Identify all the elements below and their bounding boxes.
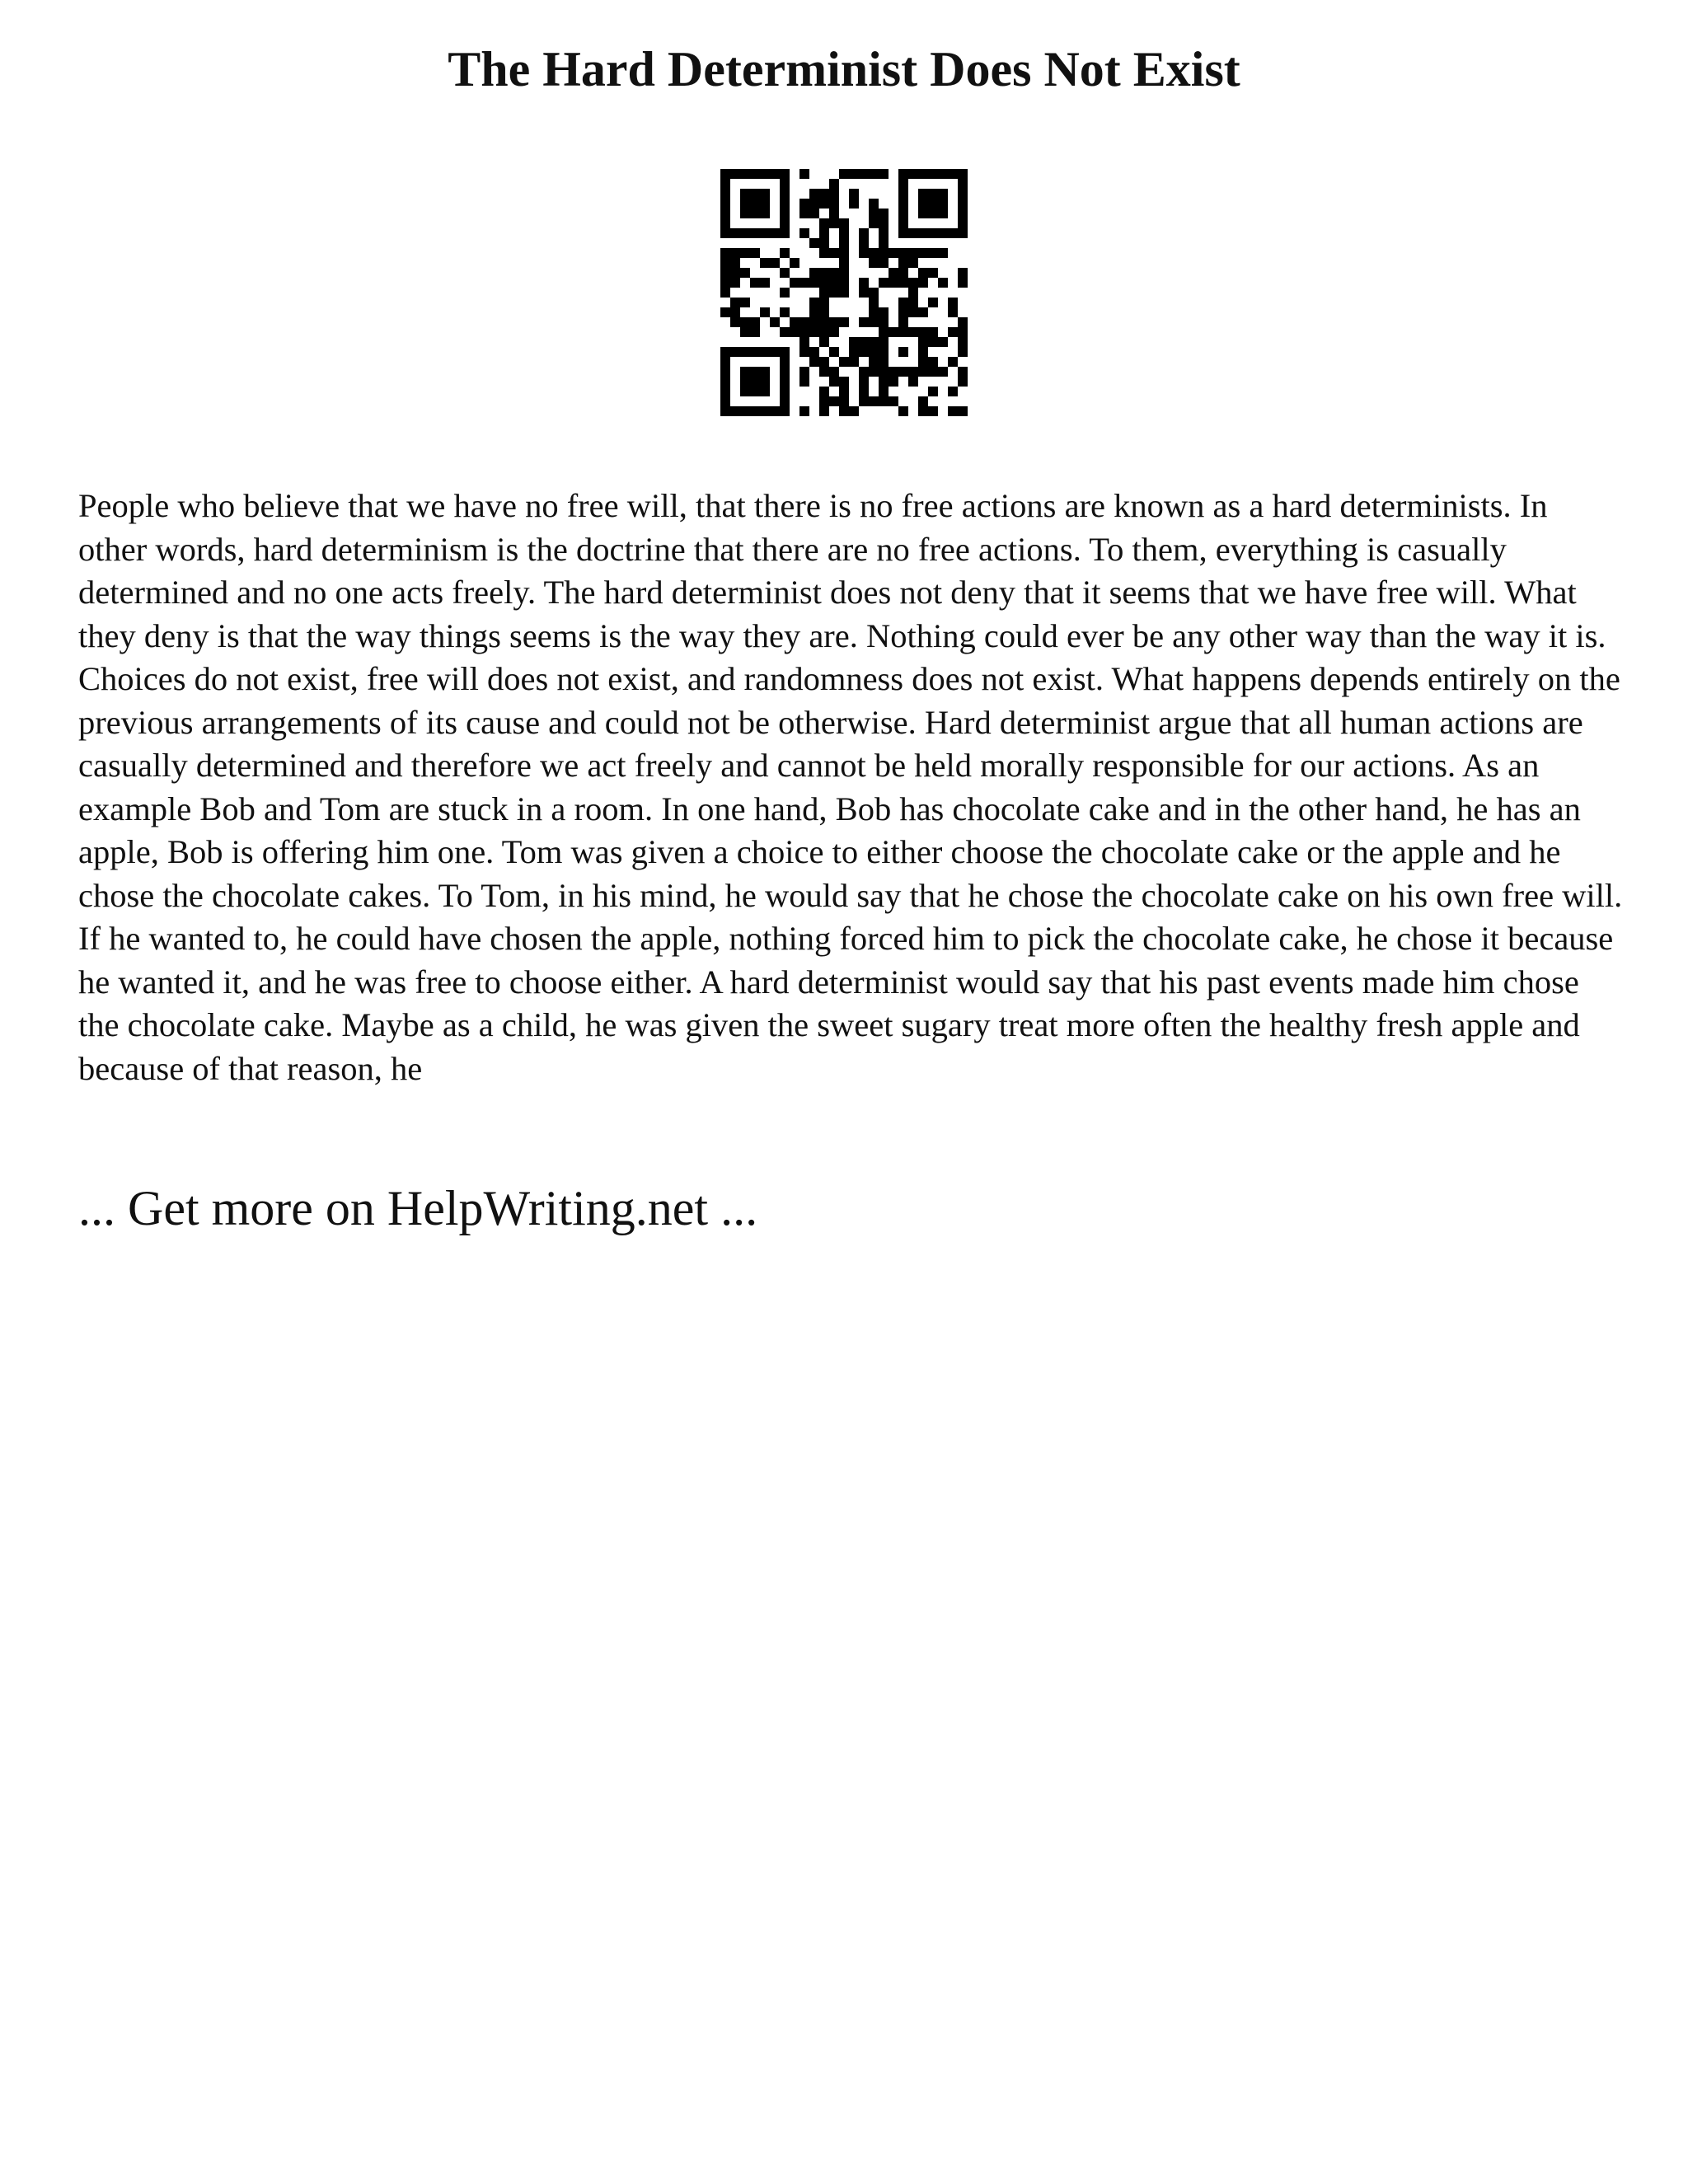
get-more-link[interactable]: ... Get more on HelpWriting.net ...: [78, 1181, 758, 1235]
document-title: The Hard Determinist Does Not Exist: [448, 42, 1240, 96]
document-body: People who believe that we have no free will, that there is no free actions are known as a hard determinists. In other words, hard determinism is the doctrine that there are no free actions. To them, everything is casually determined and no one acts freely. The hard determinist does not deny that it seems that we have free will. What they deny is that the way things seems is the way they are. Nothing could ever be any other way than the way it is. Choices do not exist, free will does not exist, and randomness does not exist. What happens depends entirely on the previous arrangements of its cause and could not be otherwise. Hard determinist argue that all human actions are casually determined and therefore we act freely and cannot be held morally responsible for our actions. As an example Bob and Tom are stuck in a room. In one hand, Bob has chocolate cake and in the other hand, he has an apple, Bob is offering him one. Tom was given a choice to either choose the chocolate cake or the apple and he chose the chocolate cakes. To Tom, in his mind, he would say that he chose the chocolate cake on his own free will. If he wanted to, he could have chosen the apple, nothing forced him to pick the chocolate cake, he chose it because he wanted it, and he was free to choose either. A hard determinist would say that his past events made him chose the chocolate cake. Maybe as a child, he was given the sweet sugary treat more often the healthy fresh apple and because of that reason, he: [78, 487, 1623, 1087]
qr-code-icon: [720, 169, 968, 416]
